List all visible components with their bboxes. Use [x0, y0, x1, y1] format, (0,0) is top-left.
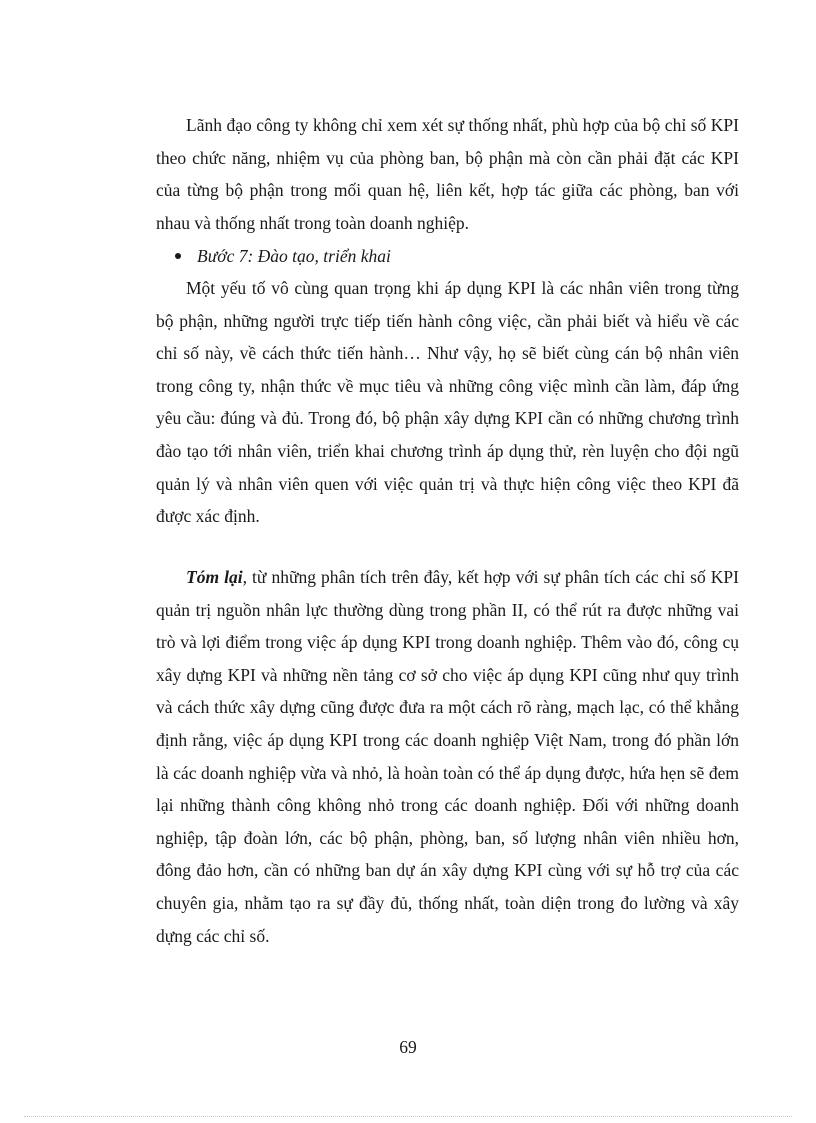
bullet-dot-icon — [175, 253, 181, 259]
page-number: 69 — [399, 1037, 417, 1057]
paragraph-leadership-kpi-alignment: Lãnh đạo công ty không chỉ xem xét sự thống nhất, phù hợp của bộ chỉ số KPI theo chức năng, nhiệm vụ của phòng ban, bộ phận mà còn cần phải đặt các KPI của từng bộ phận trong mối quan hệ, liên kết, hợp tác giữa các phòng, ban với nhau và thống nhất trong toàn doanh nghiệp. — [156, 115, 739, 233]
bullet-step-7-label: Bước 7: Đào tạo, triển khai — [197, 246, 391, 266]
bullet-step-7 — [175, 240, 675, 272]
paragraph-conclusion — [156, 561, 739, 952]
conclusion-text: , từ những phân tích trên đây, kết hợp với sự phân tích các chỉ số KPI quản trị nguồn nhân lực thường dùng trong phần II, có thể rút ra được những vai trò và lợi điểm trong việc áp dụng KPI trong doanh nghiệp. Thêm vào đó, công cụ xây dựng KPI và những nền tảng cơ sở cho việc áp dụng KPI cũng như quy trình và cách thức xây dựng cũng được đưa ra một cách rõ ràng, mạch lạc, có thể khẳng định rằng, việc áp dụng KPI trong các doanh nghiệp Việt Nam, trong đó phần lớn là các doanh nghiệp vừa và nhỏ, là hoàn toàn có thể áp dụng được, hứa hẹn sẽ đem lại những thành công không nhỏ trong các doanh nghiệp. Đối với những doanh nghiệp, tập đoàn lớn, các bộ phận, phòng, ban, số lượng nhân viên nhiều hơn, đông đảo hơn, cần có những ban dự án xây dựng KPI cùng với sự hỗ trợ của các chuyên gia, nhằm tạo ra sự đầy đủ, thống nhất, toàn diện trong đo lường và xây dựng các chỉ số. — [156, 567, 739, 946]
paragraph-training-deployment: Một yếu tố vô cùng quan trọng khi áp dụng KPI là các nhân viên trong từng bộ phận, những người trực tiếp tiến hành công việc, cần phải biết và hiểu về các chỉ số này, về cách thức tiến hành… Như vậy, họ sẽ biết cùng cán bộ nhân viên trong công ty, nhận thức về mục tiêu và những công việc mình cần làm, đáp ứng yêu cầu: đúng và đủ. Trong đó, bộ phận xây dựng KPI cần có những chương trình đào tạo tới nhân viên, triển khai chương trình áp dụng thử, rèn luyện cho đội ngũ quản lý và nhân viên quen với việc quản trị và thực hiện công việc theo KPI đã được xác định. — [156, 278, 739, 527]
conclusion-lead: Tóm lại — [186, 567, 243, 587]
bottom-dotted-divider — [24, 1116, 792, 1117]
